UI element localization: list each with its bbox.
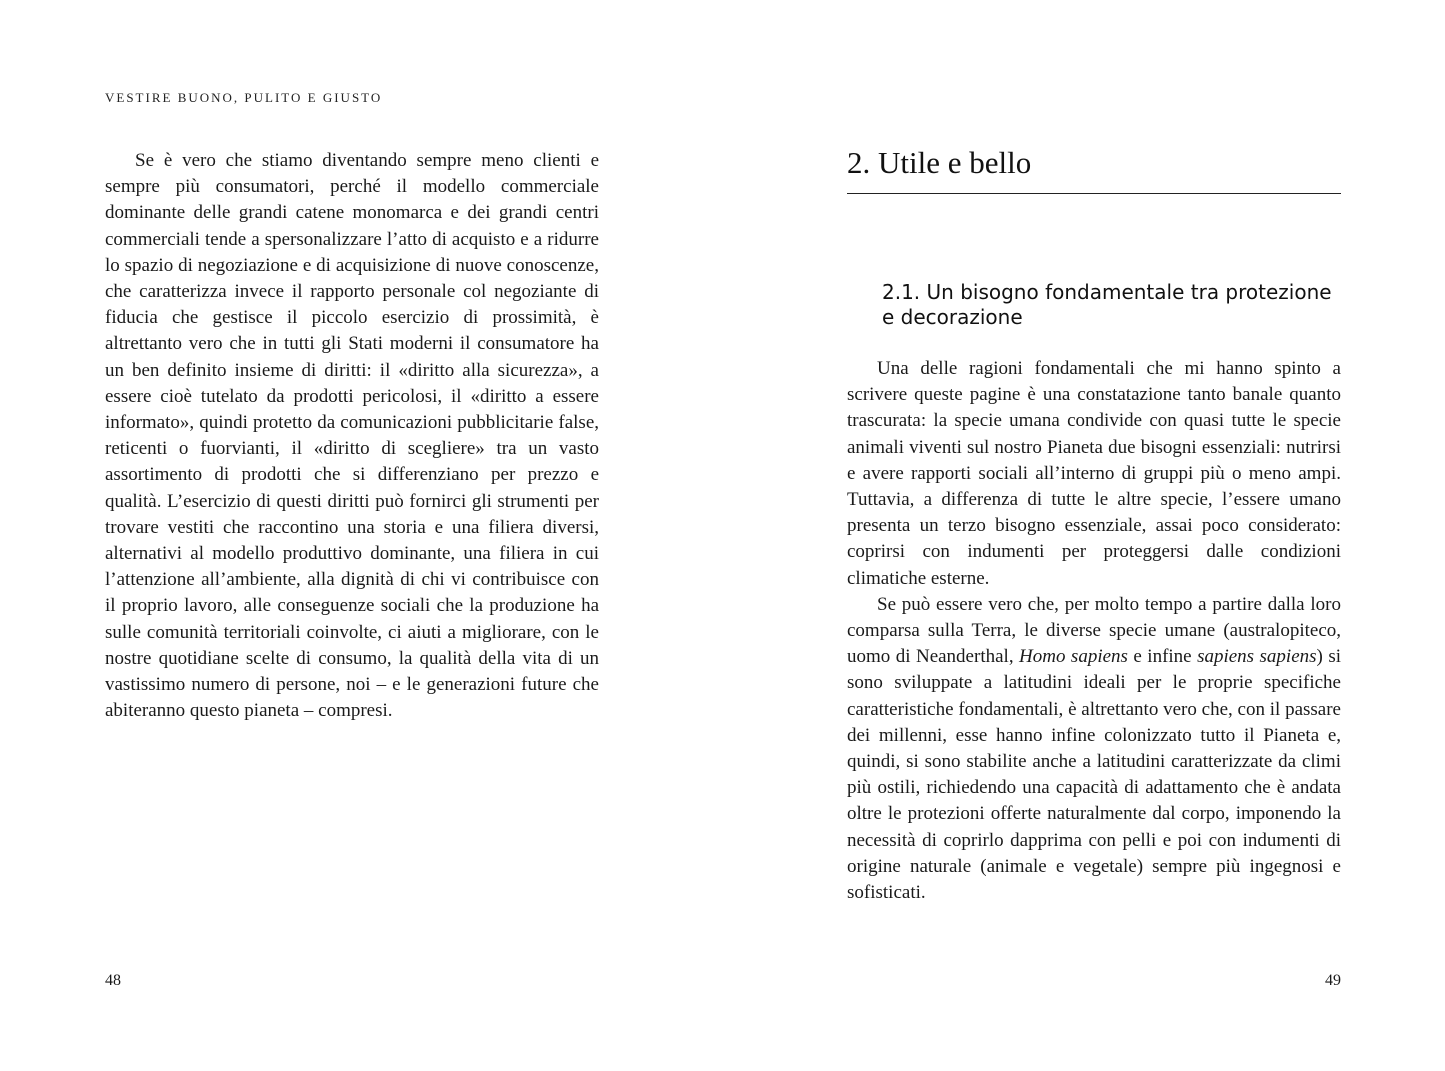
paragraph-2-text-2: e infine: [1127, 646, 1198, 668]
page-number-right: 49: [1325, 972, 1341, 989]
right-paragraph-2: [847, 592, 1341, 906]
left-page: [0, 0, 722, 1071]
section-title-line-2: e decorazione: [882, 305, 1023, 329]
chapter-title: 2. Utile e bello: [847, 145, 1032, 180]
right-body-text: [847, 356, 1341, 906]
left-body-text: [105, 148, 599, 724]
chapter-title-rule: [847, 193, 1341, 194]
paragraph-2-text-3: ) si sono sviluppate a latitudini ideali per le proprie specifiche caratteristiche fondamentali, è altrettanto vero che, con il passare dei millenni, esse hanno infine colonizzato tutto il Pianeta e, quindi, si sono stabilite anche a latitudini caratterizzate da climi più ostili, richiedendo una capacità di adattamento che è andata oltre le protezioni offerte naturalmente dal corpo, imponendo la necessità di coprirlo dapprima con pelli e poi con indumenti di origine naturale (animale e vegetale) sempre più ingegnosi e sofisticati.: [847, 646, 1342, 904]
paragraph-2-italic-2: sapiens sapiens: [1197, 646, 1317, 668]
paragraph-2-text-1: Se può essere vero che, per molto tempo a partire dalla loro comparsa sulla Terra, le diverse specie umane (australopiteco, uomo di Neanderthal,: [847, 593, 1341, 668]
paragraph-2-italic-1: Homo sapiens: [1019, 646, 1128, 668]
section-title: [882, 280, 1342, 330]
running-head: VESTIRE BUONO, PULITO E GIUSTO: [105, 90, 383, 105]
left-paragraph: Se è vero che stiamo diventando sempre meno clienti e sempre più consumatori, perché il modello commerciale dominante delle grandi catene monomarca e dei grandi centri commerciali tende a spersonalizzare l’atto di acquisto e a ridurre lo spazio di negoziazione e di acquisizione di nuove conoscenze, che caratterizza invece il rapporto personale col negoziante di fiducia che gestisce il piccolo esercizio di prossimità, è altrettanto vero che in tutti gli Stati moderni il consumatore ha un ben definito insieme di diritti: il «diritto alla sicurezza», a essere cioè tutelato da prodotti pericolosi, il «diritto a essere informato», quindi protetto da comunicazioni pubblicitarie false, reticenti o fuorvianti, il «diritto di scegliere» tra un vasto assortimento di prodotti che si differenziano per prezzo e qualità. L’esercizio di questi diritti può fornirci gli strumenti per trovare vestiti che raccontino una storia e una filiera diversi, alternativi al modello produttivo dominante, una filiera in cui l’attenzione all’ambiente, alla dignità di chi vi contribuisce con il proprio lavoro, alle conseguenze sociali che la produzione ha sulle comunità territoriali coinvolte, ci aiuti a migliorare, con le nostre quotidiane scelte di consumo, la qualità della vita di un vastissimo numero di persone, noi – e le generazioni future che abiteranno questo pianeta – compresi.: [105, 150, 599, 722]
page-number-left: 48: [105, 972, 121, 989]
section-title-line-1: 2.1. Un bisogno fondamentale tra protezione: [882, 280, 1332, 304]
right-paragraph-1: Una delle ragioni fondamentali che mi hanno spinto a scrivere queste pagine è una constatazione tanto banale quanto trascurata: la specie umana condivide con quasi tutte le specie animali viventi sul nostro Pianeta due bisogni essenziali: nutrirsi e avere rapporti sociali all’interno di gruppi più o meno ampi. Tuttavia, a differenza di tutte le altre specie, l’essere umano presenta un terzo bisogno essenziale, assai poco considerato: coprirsi con indumenti per proteggersi dalle condizioni climatiche esterne.: [847, 358, 1341, 589]
right-page: [722, 0, 1445, 1071]
